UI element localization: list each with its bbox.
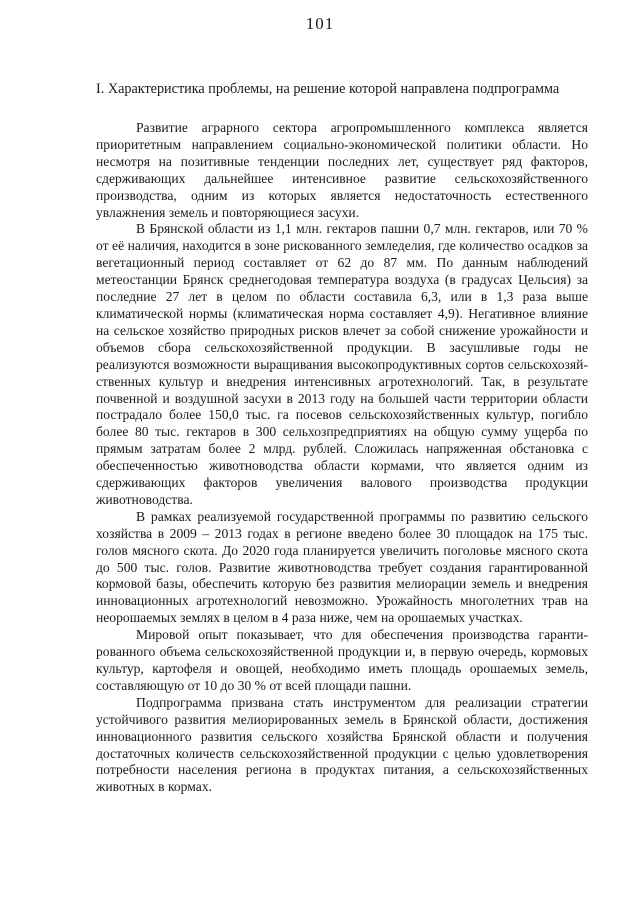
paragraph-bryansk-climate: В Брянской области из 1,1 млн. гектаров пашни 0,7 млн. гектаров, или 70 % от её наличия, находится в зоне рискованного земледелия, где количество осадков за вегетационный период составляет от 62 до 87 мм. По данным наблюдений метеостанции Брянск среднегодовая температура воздуха (в градусах Цельсия) за последние 27 лет в целом по области составила 6,3, или в 1,3 раза выше климатической нормы (климатическая норма составляет 4,9). Негативное влияние на сельское хозяйство природных рисков влечет за собой снижение урожайности и объемов сбора сельскохозяйственной продукции. В засушливые годы не реализуются возможности выращивания высокопродуктивных сортов сельскохозяйственных культур и внедрения интенсивных агротехнологий. Так, в результате почвенной и воздушной засухи в 2013 году на большей части территории области пострадало более 150,0 тыс. га посевов сельскохозяйственных культур, погибло более 80 тыс. гектаров в 300 сельхозпредприятиях на общую сумму ущерба по прямым затратам более 2 млрд. рублей. Сложилась напряженная обстановка с обеспеченностью животноводства области кормами, что является одним из сдерживающих факторов увеличения валового производства продукции животноводства. [96, 221, 588, 507]
paragraph-livestock-program: В рамках реализуемой государственной программы по развитию сельского хозяйства в 2009 – 2013 годах в регионе введено более 30 площадок на 175 тыс. голов мясного скота. До 2020 года планируется увеличить поголовье мясного скота до 500 тыс. голов. Развитие животноводства требует создания гарантированной кормовой базы, обеспечить которую без развития мелиорации земель и внедрения инновационных агротехнологий невозможно. Урожайность многолетних трав на неорошаемых землях в целом в 4 раза ниже, чем на орошаемых участках. [96, 508, 588, 626]
paragraph-world-experience: Мировой опыт показывает, что для обеспечения производства гарантированного объема сельскохозяйственной продукции и, в первую очередь, кормовых культур, картофеля и овощей, необходимо иметь площадь орошаемых земель, составляющую от 10 до 30 % от всей площади пашни. [96, 627, 588, 693]
page-number: 101 [305, 14, 335, 33]
section-heading: I. Характеристика проблемы, на решение которой направлена подпрограмма [96, 81, 560, 97]
paragraph-subprogram-purpose: Подпрограмма призвана стать инструментом для реализации стратегии устойчивого развития мелиорированных земель в Брянской области, достижения инновационного развития сельского хозяйства Брянской области и получения достаточных количеств сельскохозяйственной продукции с целью удовлетворения потребности населения региона в продуктах питания, а сельскохозяйственных животных в кормах. [96, 694, 588, 795]
document-body [96, 120, 588, 796]
paragraph-intro: Развитие аграрного сектора агропромышленного комплекса является приоритетным направлением социально-экономической политики области. Но несмотря на позитивные тенденции последних лет, существует ряд факторов, сдерживающих дальнейшее интенсивное развитие сельскохозяйственного производства, одним из которых является недостаточность естественного увлажнения земель и повторяющиеся засухи. [96, 120, 588, 220]
